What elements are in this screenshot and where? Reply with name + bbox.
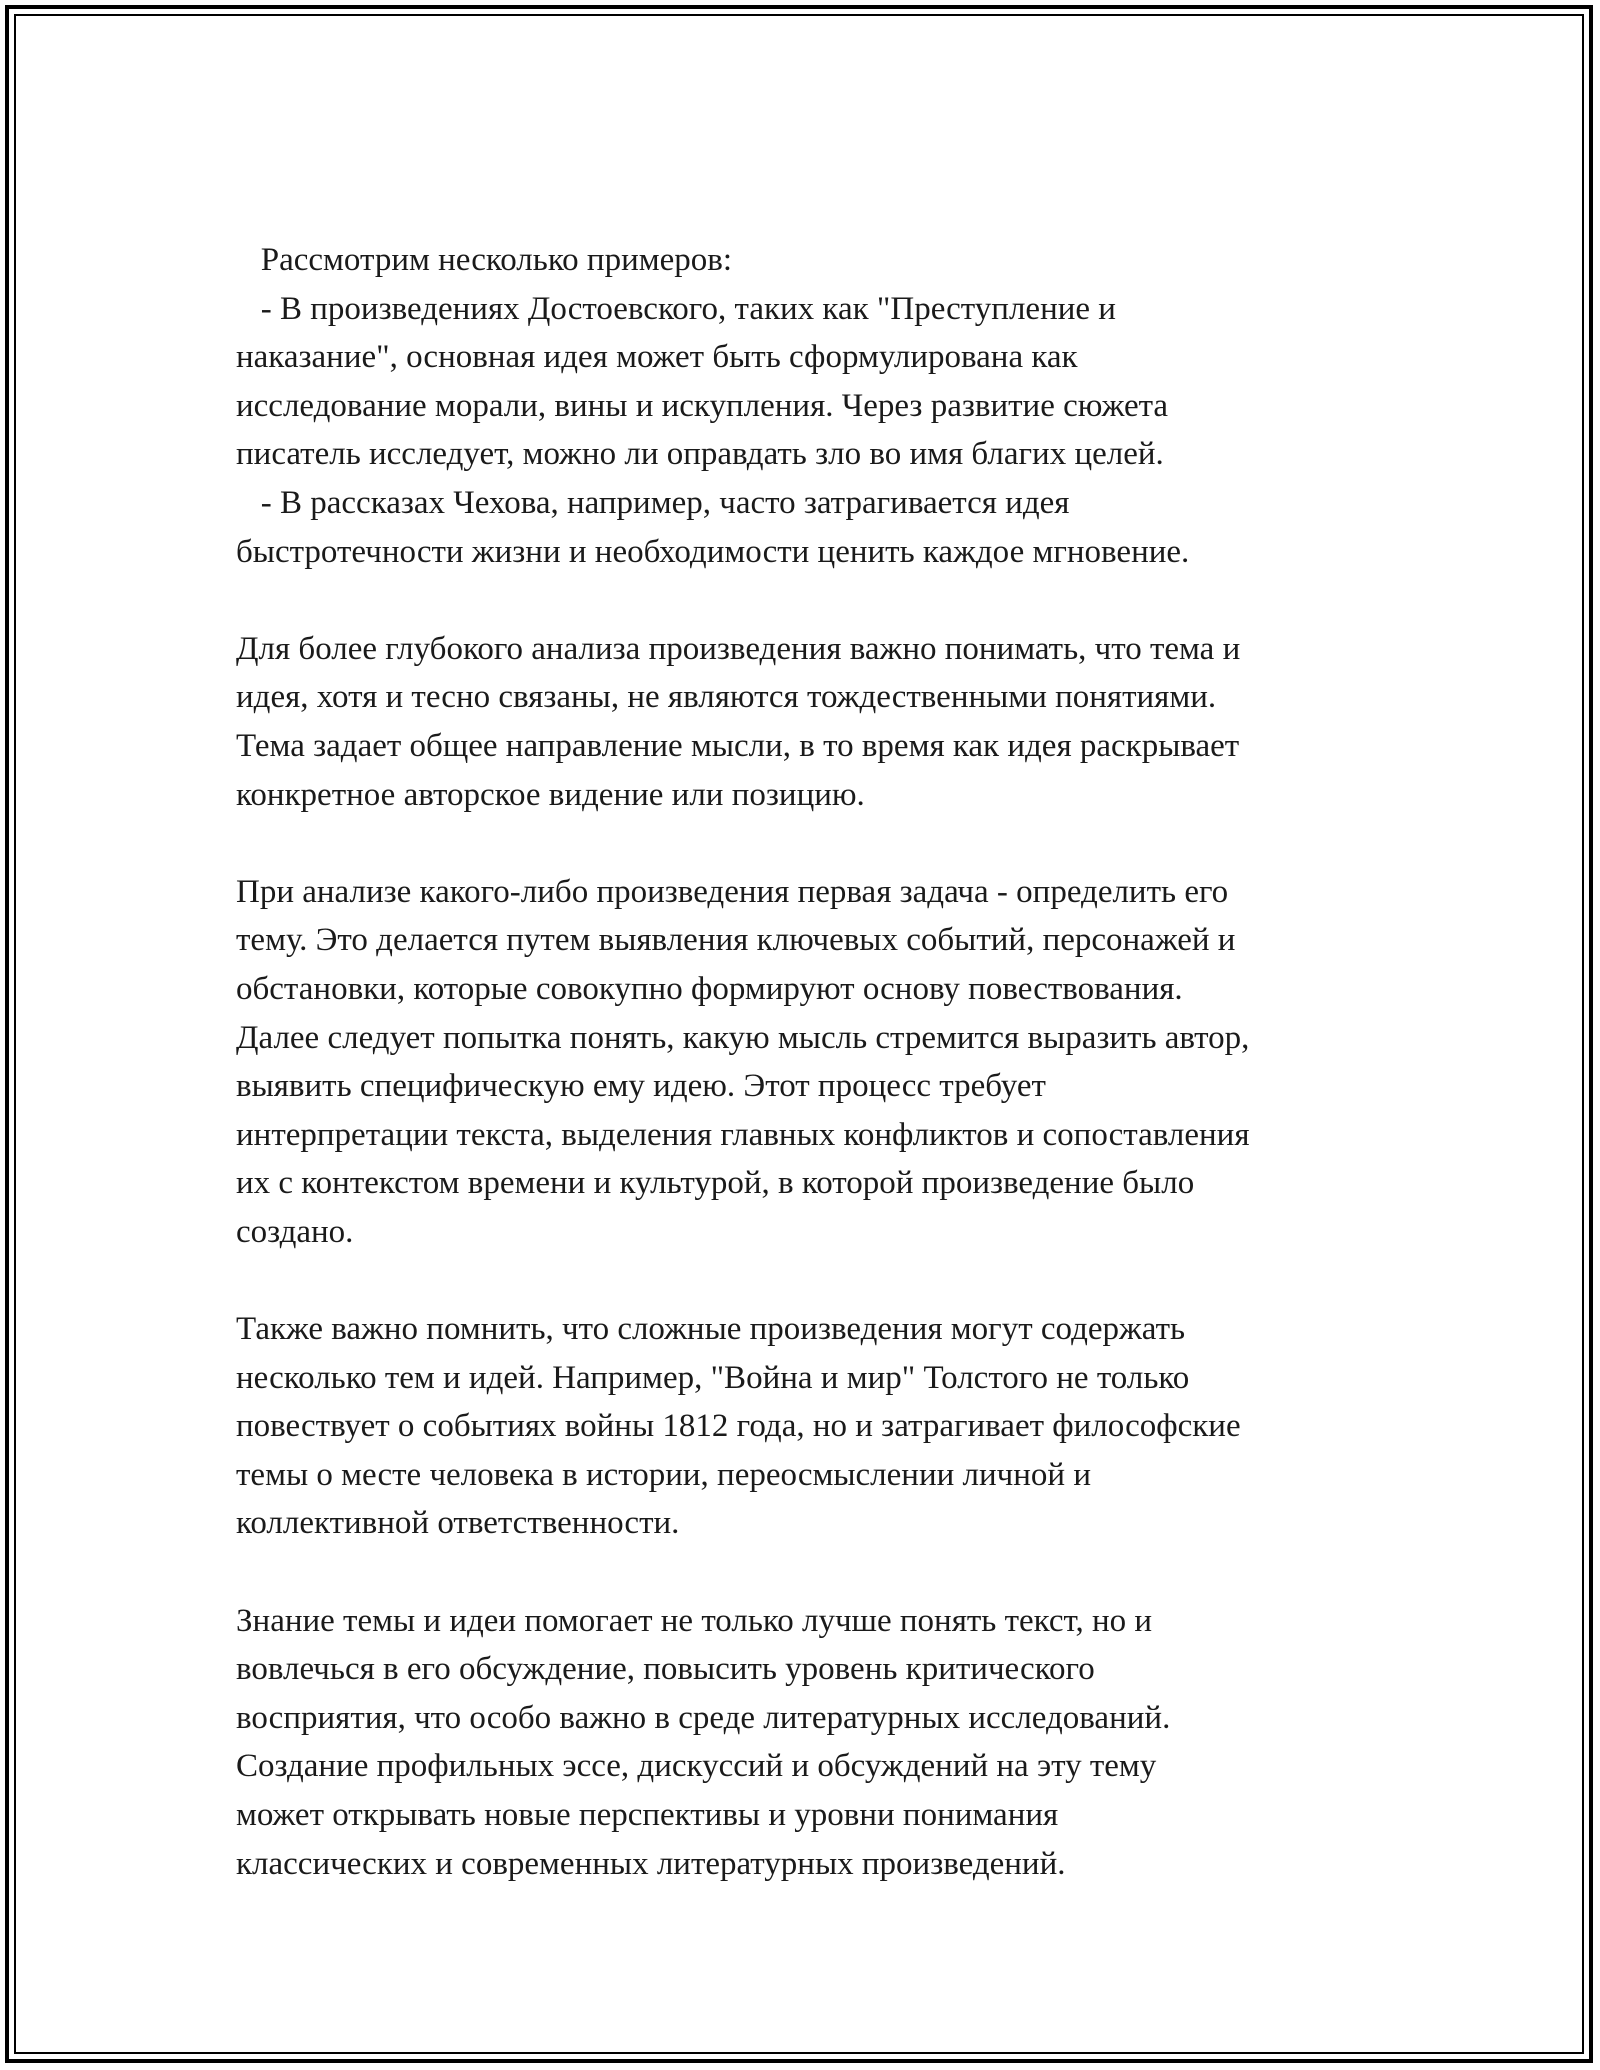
text-line: конкретное авторское видение или позицию. [236,776,865,813]
text-line: идея, хотя и тесно связаны, не являются тождественными понятиями. [236,679,1217,716]
text-line: восприятия, что особо важно в среде литературных исследований. [236,1699,1171,1736]
text-line: - В произведениях Достоевского, таких как "Преступление и [236,290,1116,327]
text-line: вовлечься в его обсуждение, повысить уровень критического [236,1651,1095,1688]
paragraph-analysis [236,868,1396,1257]
text-line: интерпретации текста, выделения главных конфликтов и сопоставления [236,1116,1250,1153]
text-line: быстротечности жизни и необходимости ценить каждое мгновение. [236,533,1190,570]
text-line: Также важно помнить, что сложные произведения могут содержать [236,1311,1186,1348]
text-line: При анализе какого-либо произведения первая задача - определить его [236,873,1229,910]
paragraph-conclusion [236,1597,1396,1889]
text-line: обстановки, которые совокупно формируют основу повествования. [236,970,1183,1007]
text-line: тему. Это делается путем выявления ключевых событий, персонажей и [236,922,1236,959]
text-line: Тема задает общее направление мысли, в то время как идея раскрывает [236,727,1240,764]
text-line: классических и современных литературных произведений. [236,1845,1066,1882]
text-line: Далее следует попытка понять, какую мысль стремится выразить автор, [236,1019,1250,1056]
text-line: несколько тем и идей. Например, "Война и мир" Толстого не только [236,1359,1190,1396]
text-line: писатель исследует, можно ли оправдать зло во имя благих целей. [236,436,1164,473]
paragraph-examples [236,236,1396,576]
paragraph-theme-vs-idea [236,625,1396,819]
text-line: исследование морали, вины и искупления. Через развитие сюжета [236,387,1169,424]
text-line: выявить специфическую ему идею. Этот процесс требует [236,1068,1046,1105]
paragraph-complex-works [236,1305,1396,1548]
text-line: их с контекстом времени и культурой, в которой произведение было [236,1165,1195,1202]
text-line: Для более глубокого анализа произведения важно понимать, что тема и [236,630,1241,667]
text-line: может открывать новые перспективы и уровни понимания [236,1797,1059,1833]
text-line: создано. [236,1213,354,1250]
text-line: Знание темы и идеи помогает не только лучше понять текст, но и [236,1602,1153,1639]
text-line: темы о месте человека в истории, переосмыслении личной и [236,1456,1091,1493]
text-line: повествует о событиях войны 1812 года, но и затрагивает философские [236,1408,1241,1445]
document-body [236,236,1396,1937]
text-line: Рассмотрим несколько примеров: [236,242,733,278]
text-line: Создание профильных эссе, дискуссий и обсуждений на эту тему [236,1748,1157,1785]
text-line: наказание", основная идея может быть сформулирована как [236,339,1078,376]
text-line: коллективной ответственности. [236,1505,680,1542]
text-line: - В рассказах Чехова, например, часто затрагивается идея [236,484,1070,521]
